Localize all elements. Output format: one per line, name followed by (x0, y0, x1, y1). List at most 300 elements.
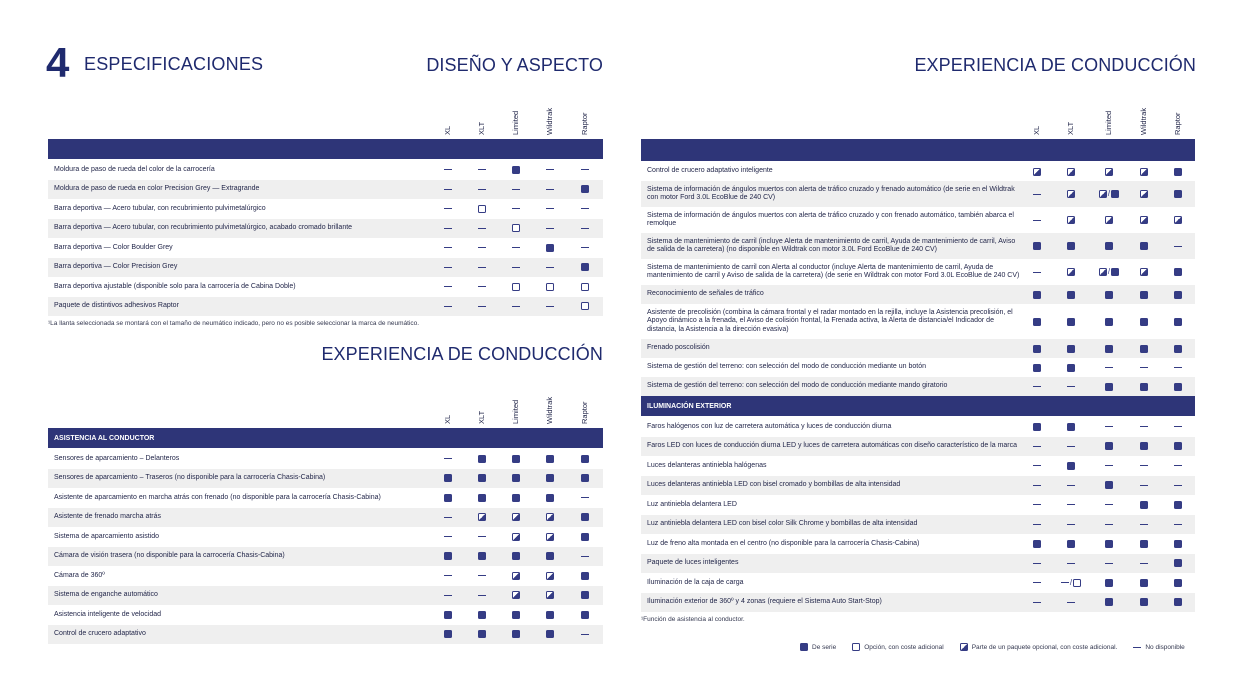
standard-icon (512, 494, 520, 502)
not-available-icon (546, 189, 554, 190)
spec-row (641, 259, 1195, 285)
standard-icon (1067, 291, 1075, 299)
availability-xlt (472, 625, 492, 645)
spec-label: Asistente de precolisión (combina la cámara frontal y el radar montado en la rejilla, incluye la Asistencia precolisión, el Apoyo dinámico a la frenada, el Aviso de colisión frontal, la Frenada activa, la Alerta de distancia/el Indicador de distancia, la Asistencia a la dirección evasiva) (647, 309, 1013, 333)
standard-icon (1033, 242, 1041, 250)
not-available-icon (1105, 563, 1113, 564)
availability-xl (438, 258, 458, 278)
standard-icon (512, 611, 520, 619)
section-title-driving-left: EXPERIENCIA DE CONDUCCIÓN (321, 344, 603, 364)
standard-icon (1105, 481, 1113, 489)
trim-label-limited: Limited (511, 399, 520, 424)
not-available-icon (444, 189, 452, 190)
standard-icon (1105, 579, 1113, 587)
availability-xlt (1061, 259, 1081, 285)
availability-limited (1099, 377, 1119, 396)
availability-wildtrak (540, 297, 560, 317)
availability-wildtrak (540, 508, 560, 528)
trim-label-xlt: XLT (477, 121, 486, 135)
availability-wildtrak (1134, 554, 1154, 574)
standard-icon (581, 533, 589, 541)
availability-raptor (1168, 534, 1188, 554)
availability-xlt (1061, 437, 1081, 457)
availability-limited (1095, 259, 1123, 285)
spec-row (641, 285, 1195, 304)
standard-icon (581, 513, 589, 521)
not-available-icon (444, 306, 452, 307)
legend-not-available-icon (1133, 647, 1141, 648)
spec-label: Iluminación de la caja de carga (647, 578, 744, 586)
standard-icon (1105, 318, 1113, 326)
availability-xlt (472, 566, 492, 586)
not-available-icon (1033, 602, 1041, 603)
availability-wildtrak (540, 488, 560, 508)
not-available-icon (581, 634, 589, 635)
availability-raptor (575, 547, 595, 567)
spec-row (641, 476, 1195, 496)
standard-icon (546, 611, 554, 619)
availability-limited (1099, 554, 1119, 574)
separator: / (1107, 267, 1111, 276)
spec-row (48, 297, 603, 317)
not-available-icon (1067, 563, 1075, 564)
availability-xlt (472, 277, 492, 297)
spec-row (641, 181, 1195, 207)
spec-label: Luz antiniebla delantera LED (647, 500, 737, 508)
not-available-icon (512, 306, 520, 307)
package-icon (546, 513, 554, 521)
standard-icon (1105, 442, 1113, 450)
availability-limited (1099, 417, 1119, 437)
standard-icon (512, 552, 520, 560)
availability-xl (438, 625, 458, 645)
spec-label: Faros halógenos con luz de carretera automática y luces de conducción diurna (647, 422, 892, 430)
availability-limited (506, 199, 526, 219)
standard-icon (581, 185, 589, 193)
spec-label: Asistente de aparcamiento en marcha atrás con frenado (no disponible para la carrocería Chasis-Cabina) (54, 493, 381, 501)
not-available-icon (1174, 367, 1182, 368)
spec-row (48, 277, 603, 297)
spec-label: Barra deportiva — Acero tubular, con recubrimiento pulvimetalúrgico (54, 204, 266, 212)
not-available-icon (1033, 504, 1041, 505)
not-available-icon (1033, 485, 1041, 486)
availability-raptor (1168, 495, 1188, 515)
spec-row (641, 437, 1195, 457)
availability-xlt (1061, 417, 1081, 437)
availability-limited (1099, 456, 1119, 476)
standard-icon (1140, 291, 1148, 299)
availability-limited (1099, 593, 1119, 613)
not-available-icon (1033, 524, 1041, 525)
availability-wildtrak (540, 238, 560, 258)
availability-wildtrak (540, 258, 560, 278)
not-available-icon (581, 169, 589, 170)
not-available-icon (444, 536, 452, 537)
availability-xl (438, 527, 458, 547)
availability-limited (506, 586, 526, 606)
spec-label: Frenado poscolisión (647, 344, 710, 352)
availability-limited (1099, 515, 1119, 535)
not-available-icon (1033, 194, 1041, 195)
spec-row (48, 625, 603, 645)
availability-raptor (1168, 285, 1188, 304)
availability-xlt (1061, 515, 1081, 535)
availability-wildtrak (540, 219, 560, 239)
availability-xlt (1061, 534, 1081, 554)
availability-limited (1095, 181, 1123, 207)
availability-xl (1027, 207, 1047, 233)
standard-icon (546, 455, 554, 463)
spec-label: Luz de freno alta montada en el centro (no disponible para la carrocería Chasis-Cabina) (647, 539, 920, 547)
standard-icon (581, 611, 589, 619)
standard-icon (546, 552, 554, 560)
not-available-icon (444, 228, 452, 229)
optional-icon (512, 224, 520, 232)
spec-label: Barra deportiva — Acero tubular, con recubrimiento pulvimetalúrgico, acabado cromado brillante (54, 224, 353, 232)
availability-limited (506, 625, 526, 645)
availability-xl (1027, 534, 1047, 554)
availability-limited (1099, 476, 1119, 496)
legend-package-icon (960, 643, 968, 651)
availability-xlt (472, 297, 492, 317)
package-icon (512, 533, 520, 541)
availability-xlt (472, 469, 492, 489)
availability-wildtrak (1134, 573, 1154, 593)
standard-icon (1033, 345, 1041, 353)
standard-icon (1174, 579, 1182, 587)
availability-limited (1099, 285, 1119, 304)
package-icon (1067, 190, 1075, 198)
optional-icon (581, 283, 589, 291)
availability-raptor (575, 297, 595, 317)
not-available-icon (1174, 246, 1182, 247)
availability-wildtrak (540, 586, 560, 606)
not-available-icon (1067, 446, 1075, 447)
availability-xl (1027, 437, 1047, 457)
availability-xlt (1061, 476, 1081, 496)
optional-icon (1073, 579, 1081, 587)
not-available-icon (581, 497, 589, 498)
availability-wildtrak (1134, 534, 1154, 554)
not-available-icon (444, 247, 452, 248)
availability-raptor (1168, 162, 1188, 181)
availability-raptor (575, 277, 595, 297)
availability-xl (1027, 233, 1047, 259)
spec-label: Moldura de paso de rueda del color de la carrocería (54, 165, 215, 173)
legend-package-label: Parte de un paquete opcional, con coste adicional. (971, 643, 1118, 651)
standard-icon (581, 263, 589, 271)
standard-icon (1174, 501, 1182, 509)
availability-xlt (472, 160, 492, 180)
package-icon (1067, 268, 1075, 276)
standard-icon (444, 494, 452, 502)
not-available-icon (1033, 272, 1041, 273)
availability-xl (1027, 476, 1047, 496)
spec-label: Reconocimiento de señales de tráfico (647, 290, 764, 298)
availability-xlt (472, 449, 492, 469)
availability-xlt (1061, 456, 1081, 476)
availability-xl (438, 547, 458, 567)
optional-icon (546, 283, 554, 291)
package-icon (1099, 190, 1107, 198)
spec-row (48, 258, 603, 278)
not-available-icon (478, 169, 486, 170)
standard-icon (1067, 462, 1075, 470)
standard-icon (1140, 501, 1148, 509)
section-title-design: DISEÑO Y ASPECTO (426, 55, 603, 75)
not-available-icon (1105, 426, 1113, 427)
availability-raptor (575, 469, 595, 489)
spec-label: Luces delanteras antiniebla LED con bisel cromado y bombillas de alta intensidad (647, 481, 901, 489)
availability-xl (1027, 377, 1047, 396)
package-icon (546, 533, 554, 541)
availability-xlt (1061, 377, 1081, 396)
standard-icon (546, 474, 554, 482)
availability-raptor (1168, 456, 1188, 476)
not-available-icon (1033, 465, 1041, 466)
availability-wildtrak (540, 625, 560, 645)
not-available-icon (444, 517, 452, 518)
availability-raptor (1168, 554, 1188, 574)
availability-xl (1027, 339, 1047, 358)
not-available-icon (512, 247, 520, 248)
availability-xl (1027, 417, 1047, 437)
standard-icon (1140, 598, 1148, 606)
availability-xl (1027, 554, 1047, 574)
not-available-icon (1105, 465, 1113, 466)
package-icon (1140, 268, 1148, 276)
standard-icon (512, 474, 520, 482)
trim-label-wildtrak: Wildtrak (545, 396, 554, 424)
availability-raptor (1168, 593, 1188, 613)
standard-icon (1140, 242, 1148, 250)
section-bar (48, 139, 603, 159)
not-available-icon (1067, 524, 1075, 525)
legend-not-available-label: No disponible (1145, 643, 1185, 651)
standard-icon (581, 572, 589, 580)
package-icon (546, 572, 554, 580)
spec-row (641, 377, 1195, 396)
not-available-icon (1105, 524, 1113, 525)
not-available-icon (444, 575, 452, 576)
availability-raptor (1168, 377, 1188, 396)
not-available-icon (1140, 367, 1148, 368)
not-available-icon (546, 208, 554, 209)
availability-xl (438, 508, 458, 528)
not-available-icon (1033, 220, 1041, 221)
spec-row (641, 162, 1195, 181)
not-available-icon (1174, 465, 1182, 466)
trim-label-raptor: Raptor (1173, 112, 1182, 135)
spec-label: Sensores de aparcamiento – Delanteros (54, 454, 180, 462)
availability-wildtrak (1134, 304, 1154, 339)
availability-wildtrak (1134, 259, 1154, 285)
availability-wildtrak (1134, 233, 1154, 259)
availability-xlt (472, 199, 492, 219)
spec-label: Iluminación exterior de 360º y 4 zonas (requiere el Sistema Auto Start-Stop) (647, 598, 882, 606)
availability-limited (506, 180, 526, 200)
spec-label: Paquete de luces inteligentes (647, 559, 739, 567)
standard-icon (1174, 190, 1182, 198)
spec-row (48, 469, 603, 489)
availability-wildtrak (540, 449, 560, 469)
spec-label: Sistema de enganche automático (54, 591, 158, 599)
availability-wildtrak (1134, 593, 1154, 613)
availability-raptor (575, 219, 595, 239)
not-available-icon (444, 458, 452, 459)
spec-label: Control de crucero adaptativo inteligente (647, 167, 773, 175)
package-icon (1067, 216, 1075, 224)
not-available-icon (1067, 386, 1075, 387)
standard-icon (1067, 345, 1075, 353)
separator: / (1069, 577, 1073, 587)
availability-raptor (1168, 207, 1188, 233)
package-icon (1033, 168, 1041, 176)
availability-limited (506, 449, 526, 469)
availability-raptor (575, 160, 595, 180)
availability-xl (1027, 285, 1047, 304)
not-available-icon (1140, 563, 1148, 564)
optional-icon (581, 302, 589, 310)
availability-xlt (1057, 573, 1085, 593)
spec-row (641, 554, 1195, 574)
spec-row (48, 566, 603, 586)
availability-limited (1099, 358, 1119, 377)
not-available-icon (1140, 485, 1148, 486)
spec-label: Asistente de frenado marcha atrás (54, 513, 162, 521)
availability-wildtrak (1134, 181, 1154, 207)
not-available-icon (444, 208, 452, 209)
spec-label: Barra deportiva — Color Boulder Grey (54, 243, 173, 251)
not-available-icon (444, 286, 452, 287)
not-available-icon (478, 286, 486, 287)
not-available-icon (444, 169, 452, 170)
package-icon (1140, 216, 1148, 224)
spec-row (641, 358, 1195, 377)
standard-icon (1033, 318, 1041, 326)
availability-limited (506, 527, 526, 547)
availability-xlt (472, 547, 492, 567)
availability-limited (1099, 534, 1119, 554)
not-available-icon (1033, 582, 1041, 583)
availability-wildtrak (1134, 495, 1154, 515)
spec-row (48, 586, 603, 606)
availability-wildtrak (1134, 358, 1154, 377)
chapter-number: 4 (46, 39, 69, 86)
not-available-icon (1033, 446, 1041, 447)
availability-wildtrak (540, 547, 560, 567)
not-available-icon (1033, 386, 1041, 387)
combined-availability (1061, 579, 1081, 587)
spec-row (641, 207, 1195, 233)
spec-row (48, 547, 603, 567)
availability-limited (506, 219, 526, 239)
availability-raptor (575, 238, 595, 258)
section-title-driving-right: EXPERIENCIA DE CONDUCCIÓN (914, 55, 1196, 75)
not-available-icon (1140, 465, 1148, 466)
not-available-icon (546, 267, 554, 268)
spec-label: Cámara de 360º (54, 571, 105, 579)
availability-raptor (1168, 358, 1188, 377)
availability-limited (506, 566, 526, 586)
availability-raptor (575, 258, 595, 278)
not-available-icon (512, 267, 520, 268)
not-available-icon (1067, 485, 1075, 486)
availability-xlt (1061, 233, 1081, 259)
spec-label: Moldura de paso de rueda en color Precision Grey — Extragrande (54, 185, 260, 193)
availability-raptor (1168, 515, 1188, 535)
standard-icon (1140, 383, 1148, 391)
not-available-icon (478, 189, 486, 190)
availability-xl (1027, 593, 1047, 613)
availability-limited (506, 469, 526, 489)
standard-icon (1105, 242, 1113, 250)
standard-icon (1174, 318, 1182, 326)
standard-icon (1140, 318, 1148, 326)
standard-icon (1033, 423, 1041, 431)
spec-row (48, 199, 603, 219)
standard-icon (581, 591, 589, 599)
not-available-icon (1140, 524, 1148, 525)
availability-raptor (575, 488, 595, 508)
standard-icon (444, 630, 452, 638)
not-available-icon (478, 267, 486, 268)
standard-icon (512, 630, 520, 638)
availability-xlt (1061, 285, 1081, 304)
standard-icon (1111, 190, 1119, 198)
availability-limited (506, 160, 526, 180)
availability-raptor (575, 527, 595, 547)
not-available-icon (1105, 367, 1113, 368)
trim-label-xlt: XLT (477, 410, 486, 424)
availability-xlt (1061, 181, 1081, 207)
availability-xlt (472, 527, 492, 547)
standard-icon (1174, 291, 1182, 299)
availability-xl (1027, 259, 1047, 285)
combined-availability (1099, 190, 1119, 198)
trim-label-raptor: Raptor (580, 112, 589, 135)
spec-label: Paquete de distintivos adhesivos Raptor (54, 302, 179, 310)
availability-raptor (575, 199, 595, 219)
package-icon (1140, 190, 1148, 198)
not-available-icon (478, 306, 486, 307)
availability-xlt (472, 488, 492, 508)
availability-xl (1027, 304, 1047, 339)
availability-raptor (575, 508, 595, 528)
availability-wildtrak (1134, 339, 1154, 358)
standard-icon (1140, 540, 1148, 548)
spec-label: Barra deportiva — Color Precision Grey (54, 263, 178, 271)
package-icon (1099, 268, 1107, 276)
availability-xl (438, 297, 458, 317)
standard-icon (512, 455, 520, 463)
availability-xlt (1061, 593, 1081, 613)
standard-icon (546, 244, 554, 252)
availability-xl (438, 449, 458, 469)
standard-icon (1174, 383, 1182, 391)
spec-label: Sistema de mantenimiento de carril con Alerta al conductor (incluye Alerta de mantenimiento de carril, Ayuda de mantenimiento de carril y Aviso de salida de la carretera) (de serie en Wildtrak con motor Ford 3.0L EcoBlue de 240 CV) (647, 263, 1020, 279)
availability-wildtrak (1134, 207, 1154, 233)
availability-wildtrak (1134, 437, 1154, 457)
trim-label-wildtrak: Wildtrak (1139, 107, 1148, 135)
trim-label-limited: Limited (511, 110, 520, 135)
standard-icon (1111, 268, 1119, 276)
spec-label: Sistema de aparcamiento asistido (54, 532, 160, 540)
availability-wildtrak (540, 277, 560, 297)
legend-standard-icon (800, 643, 808, 651)
availability-xl (438, 180, 458, 200)
availability-xlt (1061, 339, 1081, 358)
